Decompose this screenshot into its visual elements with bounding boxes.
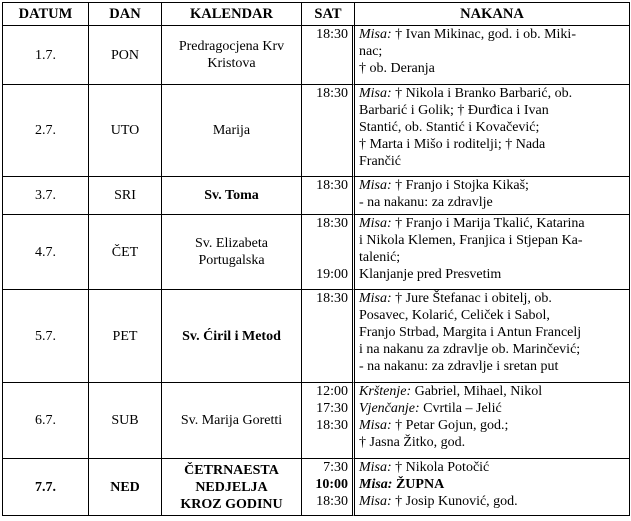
intention-line: nac; xyxy=(359,44,383,59)
intention-text: ŽUPNA xyxy=(395,477,445,492)
time-value: 18:30 xyxy=(316,178,348,193)
intention-text: † Franjo i Stojka Kikaš; xyxy=(395,178,529,193)
time-value: 17:30 xyxy=(316,401,348,416)
intention-line: Posavec, Kolarić, Celiček i Sabol, xyxy=(359,308,550,323)
calendar-cell xyxy=(162,290,302,383)
mass-schedule-table xyxy=(2,2,630,516)
intention-line xyxy=(359,400,627,417)
calendar-line: ČETRNAESTA xyxy=(184,462,279,478)
calendar-cell xyxy=(162,177,302,215)
time-value: 19:00 xyxy=(316,267,348,282)
intention-text: † Josip Kunović, god. xyxy=(395,494,518,509)
intention-text: Gabriel, Mihael, Nikol xyxy=(414,384,543,399)
calendar-cell xyxy=(162,26,302,85)
day-cell: UTO xyxy=(89,85,162,177)
intention-line: talenić; xyxy=(359,250,401,265)
table-row xyxy=(3,85,630,177)
time-value: 18:30 xyxy=(316,86,348,101)
intention-line: † Jasna Žitko, god. xyxy=(359,435,466,450)
calendar-line: Predragocjena Krv xyxy=(178,39,285,54)
time-value: 18:30 xyxy=(316,27,348,42)
intention-line: Franjo Strbad, Margita i Antun Francelj xyxy=(359,325,582,340)
intention-line xyxy=(359,177,627,194)
date-cell: 3.7. xyxy=(3,177,89,215)
time-cell xyxy=(302,215,355,290)
day-cell: PET xyxy=(89,290,162,383)
day-cell: SRI xyxy=(89,177,162,215)
intention-line: Stantić, ob. Stantić i Kovačević; xyxy=(359,120,540,135)
intention-text: † Franjo i Marija Tkalić, Katarina xyxy=(395,216,585,231)
intention-text: † Nikola i Branko Barbarić, ob. xyxy=(395,86,573,101)
time-cell xyxy=(302,85,355,177)
time-value: 10:00 xyxy=(315,477,348,492)
intention-label: Misa: xyxy=(359,27,392,42)
intention-line xyxy=(359,459,627,476)
calendar-cell xyxy=(162,85,302,177)
intention-label: Misa: xyxy=(359,291,392,306)
table-row xyxy=(3,383,630,459)
table-row xyxy=(3,26,630,85)
time-cell xyxy=(302,177,355,215)
intention-line: i na nakanu za zdravlje ob. Marinčević; xyxy=(359,342,581,357)
intention-text: Cvrtila – Jelić xyxy=(423,401,502,416)
intention-line xyxy=(359,417,627,434)
intention-label: Misa: xyxy=(359,418,392,433)
calendar-cell xyxy=(162,383,302,459)
calendar-line: Kristova xyxy=(207,56,256,71)
intention-label: Misa: xyxy=(359,178,392,193)
table-row xyxy=(3,459,630,516)
date-cell: 6.7. xyxy=(3,383,89,459)
intention-cell xyxy=(355,215,630,290)
intention-line xyxy=(359,85,627,102)
date-cell: 1.7. xyxy=(3,26,89,85)
intention-cell xyxy=(355,85,630,177)
intention-line: † ob. Deranja xyxy=(359,61,435,76)
intention-label: Misa: xyxy=(359,460,392,475)
date-cell: 5.7. xyxy=(3,290,89,383)
header-row xyxy=(3,3,630,26)
table-row xyxy=(3,215,630,290)
table-row xyxy=(3,177,630,215)
intention-cell xyxy=(355,290,630,383)
intention-line: - na nakanu: za zdravlje xyxy=(359,195,493,210)
time-value: 12:00 xyxy=(316,384,348,399)
intention-label: Misa: xyxy=(359,494,392,509)
intention-text: † Jure Štefanac i obitelj, ob. xyxy=(395,291,552,306)
time-value: 18:30 xyxy=(316,418,348,433)
intention-line xyxy=(359,476,627,493)
intention-cell xyxy=(355,383,630,459)
intention-text: † Nikola Potočić xyxy=(395,460,490,475)
intention-label: Misa: xyxy=(359,477,393,492)
intention-line: Klanjanje pred Presvetim xyxy=(359,267,502,282)
day-cell: NED xyxy=(89,459,162,516)
time-value: 7:30 xyxy=(323,460,348,475)
intention-cell xyxy=(355,177,630,215)
intention-label: Misa: xyxy=(359,216,392,231)
calendar-line: Marija xyxy=(212,123,251,138)
intention-line xyxy=(359,383,627,400)
header-nakana: NAKANA xyxy=(355,3,630,26)
calendar-line: Sv. Elizabeta xyxy=(195,236,268,251)
date-cell: 4.7. xyxy=(3,215,89,290)
intention-line: i Nikola Klemen, Franjica i Stjepan Ka- xyxy=(359,233,583,248)
calendar-line: Sv. Marija Goretti xyxy=(180,413,283,428)
intention-text: † Ivan Mikinac, god. i ob. Miki- xyxy=(395,27,576,42)
intention-line: † Marta i Mišo i roditelji; † Nada xyxy=(359,137,546,152)
table-row xyxy=(3,290,630,383)
intention-text: † Petar Gojun, god.; xyxy=(395,418,509,433)
calendar-line: NEDJELJA xyxy=(195,479,268,495)
intention-label: Misa: xyxy=(359,86,392,101)
calendar-cell xyxy=(162,215,302,290)
time-value: 18:30 xyxy=(316,291,348,306)
intention-line xyxy=(359,493,627,510)
day-cell: SUB xyxy=(89,383,162,459)
time-cell xyxy=(302,26,355,85)
time-cell xyxy=(302,459,355,516)
calendar-line: Portugalska xyxy=(198,253,265,268)
date-cell: 2.7. xyxy=(3,85,89,177)
header-datum: DATUM xyxy=(3,3,89,26)
time-value: 18:30 xyxy=(316,494,348,509)
header-kalendar: KALENDAR xyxy=(162,3,302,26)
intention-cell xyxy=(355,459,630,516)
time-cell xyxy=(302,290,355,383)
time-value: 18:30 xyxy=(316,216,348,231)
intention-label: Vjenčanje: xyxy=(359,401,420,416)
intention-line xyxy=(359,215,627,232)
intention-line: - na nakanu: za zdravlje i sretan put xyxy=(359,359,559,374)
day-cell: PON xyxy=(89,26,162,85)
intention-cell xyxy=(355,26,630,85)
header-sat: SAT xyxy=(302,3,355,26)
calendar-line: KROZ GODINU xyxy=(180,496,283,512)
calendar-line: Sv. Ćiril i Metod xyxy=(182,328,281,344)
calendar-cell xyxy=(162,459,302,516)
intention-line xyxy=(359,26,627,43)
calendar-line: Sv. Toma xyxy=(204,188,259,203)
intention-line: Frančić xyxy=(359,154,401,169)
header-dan: DAN xyxy=(89,3,162,26)
day-cell: ČET xyxy=(89,215,162,290)
intention-label: Krštenje: xyxy=(359,384,412,399)
date-cell: 7.7. xyxy=(3,459,89,516)
intention-line: Barbarić i Golik; † Đurđica i Ivan xyxy=(359,103,549,118)
time-cell xyxy=(302,383,355,459)
intention-line xyxy=(359,290,627,307)
